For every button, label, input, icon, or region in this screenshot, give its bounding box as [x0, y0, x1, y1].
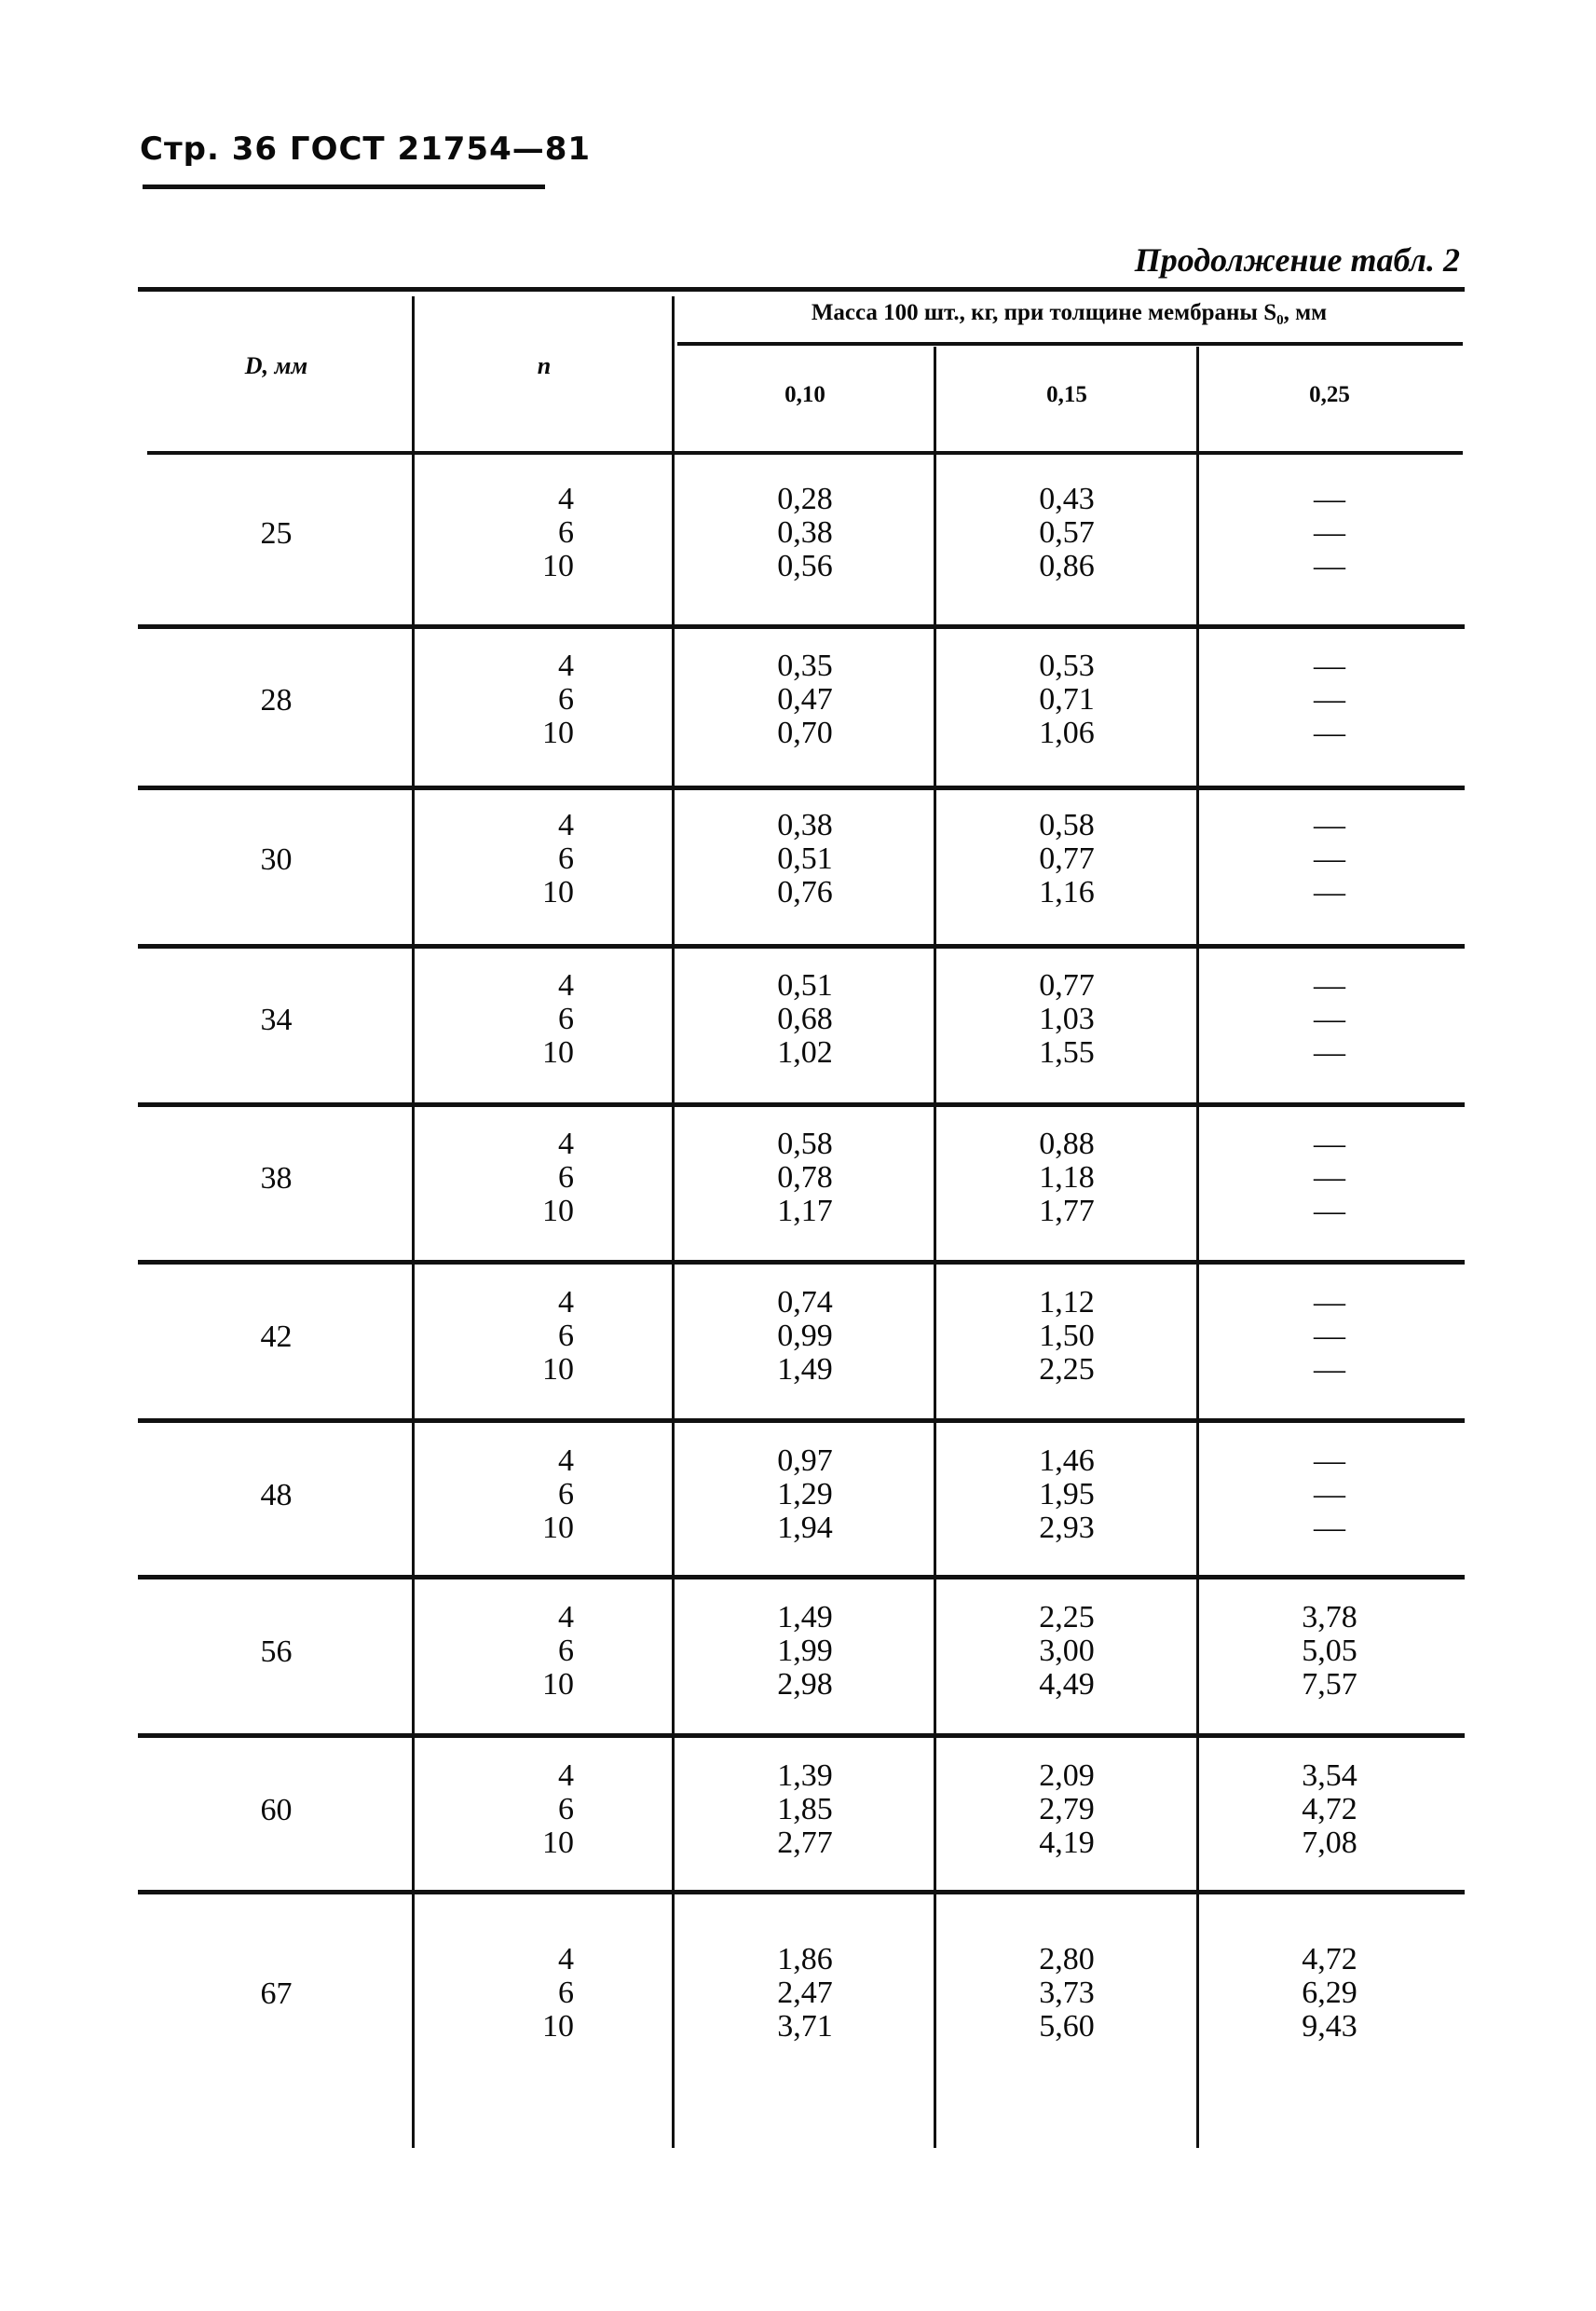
cell-diameter: 56	[260, 1634, 293, 1669]
mass-value: 6,29	[1302, 1976, 1357, 2010]
mass-value: —	[1314, 1352, 1345, 1387]
row-rule	[138, 1733, 1465, 1738]
mass-value: —	[1314, 1127, 1345, 1161]
mass-value: 1,06	[1039, 716, 1095, 750]
n-value: 4	[558, 649, 574, 683]
mass-value: 3,54	[1302, 1758, 1357, 1793]
mass-value: 3,78	[1302, 1600, 1357, 1634]
header-thickness-015: 0,15	[1046, 382, 1087, 407]
n-value: 6	[558, 1319, 574, 1353]
mass-value: 0,35	[777, 649, 833, 683]
mass-value: —	[1314, 515, 1345, 550]
cell-n	[416, 650, 574, 750]
cell-mass-015	[936, 1128, 1197, 1228]
mass-value: 0,76	[777, 875, 833, 909]
n-value: 4	[558, 1127, 574, 1161]
cell-mass-015	[936, 1943, 1197, 2044]
mass-value: 1,46	[1039, 1443, 1095, 1478]
row-rule	[138, 786, 1465, 790]
mass-value: —	[1314, 1160, 1345, 1195]
n-value: 6	[558, 1792, 574, 1826]
mass-value: 1,16	[1039, 875, 1095, 909]
mass-value: —	[1314, 1194, 1345, 1228]
mass-value: —	[1314, 649, 1345, 683]
cell-mass-025	[1199, 650, 1460, 750]
cell-diameter: 60	[260, 1793, 293, 1827]
n-value: 6	[558, 1002, 574, 1036]
cell-mass-025	[1199, 1759, 1460, 1860]
mass-value: 0,77	[1039, 841, 1095, 876]
n-value: 4	[558, 1758, 574, 1793]
mass-value: —	[1314, 1002, 1345, 1036]
n-value: 4	[558, 482, 574, 516]
mass-value: —	[1314, 1035, 1345, 1070]
mass-value: 0,56	[777, 549, 833, 583]
n-value: 10	[542, 1511, 574, 1545]
cell-mass-010	[675, 1601, 935, 1702]
cell-mass-015	[936, 1286, 1197, 1387]
cell-mass-015	[936, 1601, 1197, 1702]
cell-mass-010	[675, 1128, 935, 1228]
cell-n	[416, 969, 574, 1070]
mass-value: 1,49	[777, 1352, 833, 1387]
mass-value: 0,68	[777, 1002, 833, 1036]
n-value: 6	[558, 1160, 574, 1195]
mass-value: 1,02	[777, 1035, 833, 1070]
cell-mass-025	[1199, 1128, 1460, 1228]
mass-value: —	[1314, 1477, 1345, 1511]
n-value: 10	[542, 716, 574, 750]
n-value: 6	[558, 841, 574, 876]
page-header: Стр. 36 ГОСТ 21754—81	[140, 130, 592, 168]
mass-value: 0,51	[777, 841, 833, 876]
mass-value: 4,72	[1302, 1792, 1357, 1826]
mass-value: —	[1314, 968, 1345, 1003]
mass-value: 3,00	[1039, 1634, 1095, 1668]
mass-value: 5,60	[1039, 2009, 1095, 2044]
cell-n	[416, 1444, 574, 1545]
mass-value: 4,49	[1039, 1667, 1095, 1702]
mass-value: 1,18	[1039, 1160, 1095, 1195]
cell-mass-010	[675, 650, 935, 750]
mass-value: 0,38	[777, 515, 833, 550]
cell-diameter: 25	[260, 516, 293, 551]
col-divider	[412, 296, 415, 2148]
cell-diameter: 30	[260, 842, 293, 877]
n-value: 4	[558, 968, 574, 1003]
header-n: n	[537, 352, 552, 379]
n-value: 6	[558, 1477, 574, 1511]
mass-value: 1,39	[777, 1758, 833, 1793]
n-value: 4	[558, 808, 574, 842]
mass-value: 0,47	[777, 682, 833, 717]
cell-n	[416, 1943, 574, 2044]
mass-value: 2,09	[1039, 1758, 1095, 1793]
mass-value: 0,78	[777, 1160, 833, 1195]
n-value: 4	[558, 1285, 574, 1320]
cell-mass-015	[936, 809, 1197, 909]
n-value: 6	[558, 515, 574, 550]
mass-value: 2,25	[1039, 1600, 1095, 1634]
mass-value: 0,53	[1039, 649, 1095, 683]
row-rule	[138, 1890, 1465, 1894]
n-value: 10	[542, 1667, 574, 1702]
mass-header-rule	[677, 342, 1463, 346]
mass-value: —	[1314, 716, 1345, 750]
cell-mass-025	[1199, 969, 1460, 1070]
mass-value: 1,49	[777, 1600, 833, 1634]
mass-value: —	[1314, 1319, 1345, 1353]
mass-value: 0,57	[1039, 515, 1095, 550]
mass-value: 7,08	[1302, 1826, 1357, 1860]
cell-mass-010	[675, 969, 935, 1070]
header-mass-group: Масса 100 шт., кг, при толщине мембраны S₀, мм	[811, 300, 1328, 325]
continuation-label: Продолжение табл. 2	[1134, 241, 1460, 279]
n-value: 10	[542, 1352, 574, 1387]
cell-n	[416, 1601, 574, 1702]
cell-mass-025	[1199, 1286, 1460, 1387]
mass-value: 0,71	[1039, 682, 1095, 717]
n-value: 6	[558, 682, 574, 717]
row-rule	[138, 624, 1465, 629]
n-value: 4	[558, 1600, 574, 1634]
mass-value: —	[1314, 1443, 1345, 1478]
cell-diameter: 38	[260, 1161, 293, 1196]
col-divider	[1196, 347, 1199, 2148]
mass-value: 1,17	[777, 1194, 833, 1228]
n-value: 4	[558, 1942, 574, 1976]
cell-n	[416, 1286, 574, 1387]
mass-value: 3,73	[1039, 1976, 1095, 2010]
mass-value: 1,85	[777, 1792, 833, 1826]
mass-value: 2,98	[777, 1667, 833, 1702]
mass-value: 0,74	[777, 1285, 833, 1320]
mass-value: 4,72	[1302, 1942, 1357, 1976]
cell-mass-010	[675, 1444, 935, 1545]
mass-value: 0,88	[1039, 1127, 1095, 1161]
mass-value: 1,77	[1039, 1194, 1095, 1228]
mass-value: 7,57	[1302, 1667, 1357, 1702]
mass-value: 0,43	[1039, 482, 1095, 516]
mass-value: 2,47	[777, 1976, 833, 2010]
mass-value: 0,86	[1039, 549, 1095, 583]
n-value: 6	[558, 1634, 574, 1668]
cell-diameter: 42	[260, 1320, 293, 1354]
header-underline	[143, 185, 545, 189]
cell-n	[416, 809, 574, 909]
cell-mass-010	[675, 483, 935, 583]
mass-value: 2,25	[1039, 1352, 1095, 1387]
mass-value: —	[1314, 841, 1345, 876]
cell-n	[416, 1128, 574, 1228]
header-bottom-rule	[147, 451, 1463, 455]
table-top-rule	[138, 287, 1465, 292]
n-value: 6	[558, 1976, 574, 2010]
cell-mass-015	[936, 650, 1197, 750]
mass-value: 1,95	[1039, 1477, 1095, 1511]
mass-value: 4,19	[1039, 1826, 1095, 1860]
cell-mass-010	[675, 1943, 935, 2044]
mass-value: 1,99	[777, 1634, 833, 1668]
mass-value: 1,86	[777, 1942, 833, 1976]
n-value: 10	[542, 1826, 574, 1860]
cell-diameter: 67	[260, 1976, 293, 2011]
mass-value: 2,93	[1039, 1511, 1095, 1545]
row-rule	[138, 944, 1465, 949]
mass-value: 0,28	[777, 482, 833, 516]
n-value: 10	[542, 1035, 574, 1070]
cell-diameter: 34	[260, 1003, 293, 1037]
row-rule	[138, 1102, 1465, 1107]
mass-value: —	[1314, 808, 1345, 842]
mass-value: 1,29	[777, 1477, 833, 1511]
cell-diameter: 48	[260, 1478, 293, 1512]
mass-value: 0,70	[777, 716, 833, 750]
n-value: 4	[558, 1443, 574, 1478]
mass-value: —	[1314, 549, 1345, 583]
cell-mass-025	[1199, 1601, 1460, 1702]
mass-value: —	[1314, 1285, 1345, 1320]
cell-mass-025	[1199, 1943, 1460, 2044]
row-rule	[138, 1575, 1465, 1579]
header-thickness-025: 0,25	[1309, 382, 1350, 407]
cell-mass-010	[675, 1286, 935, 1387]
row-rule	[138, 1260, 1465, 1265]
mass-value: 2,79	[1039, 1792, 1095, 1826]
cell-mass-025	[1199, 483, 1460, 583]
n-value: 10	[542, 2009, 574, 2044]
mass-value: 2,80	[1039, 1942, 1095, 1976]
mass-value: 1,03	[1039, 1002, 1095, 1036]
mass-value: —	[1314, 875, 1345, 909]
n-value: 10	[542, 549, 574, 583]
mass-value: 1,94	[777, 1511, 833, 1545]
cell-mass-015	[936, 969, 1197, 1070]
cell-mass-010	[675, 1759, 935, 1860]
mass-value: 0,38	[777, 808, 833, 842]
cell-mass-025	[1199, 1444, 1460, 1545]
n-value: 10	[542, 1194, 574, 1228]
cell-mass-010	[675, 809, 935, 909]
header-thickness-010: 0,10	[784, 382, 825, 407]
cell-mass-015	[936, 483, 1197, 583]
mass-value: 1,12	[1039, 1285, 1095, 1320]
mass-value: —	[1314, 682, 1345, 717]
mass-value: 0,99	[777, 1319, 833, 1353]
mass-value: 3,71	[777, 2009, 833, 2044]
cell-mass-015	[936, 1759, 1197, 1860]
mass-value: —	[1314, 1511, 1345, 1545]
mass-value: 0,51	[777, 968, 833, 1003]
mass-value: 0,97	[777, 1443, 833, 1478]
mass-value: 2,77	[777, 1826, 833, 1860]
cell-mass-015	[936, 1444, 1197, 1545]
mass-value: 0,77	[1039, 968, 1095, 1003]
mass-value: 1,50	[1039, 1319, 1095, 1353]
mass-value: —	[1314, 482, 1345, 516]
mass-value: 9,43	[1302, 2009, 1357, 2044]
mass-value: 1,55	[1039, 1035, 1095, 1070]
mass-value: 0,58	[777, 1127, 833, 1161]
cell-n	[416, 483, 574, 583]
header-diameter: D, мм	[244, 352, 308, 379]
row-rule	[138, 1418, 1465, 1423]
mass-value: 5,05	[1302, 1634, 1357, 1668]
n-value: 10	[542, 875, 574, 909]
cell-diameter: 28	[260, 683, 293, 718]
cell-n	[416, 1759, 574, 1860]
cell-mass-025	[1199, 809, 1460, 909]
col-divider	[934, 347, 936, 2148]
mass-value: 0,58	[1039, 808, 1095, 842]
